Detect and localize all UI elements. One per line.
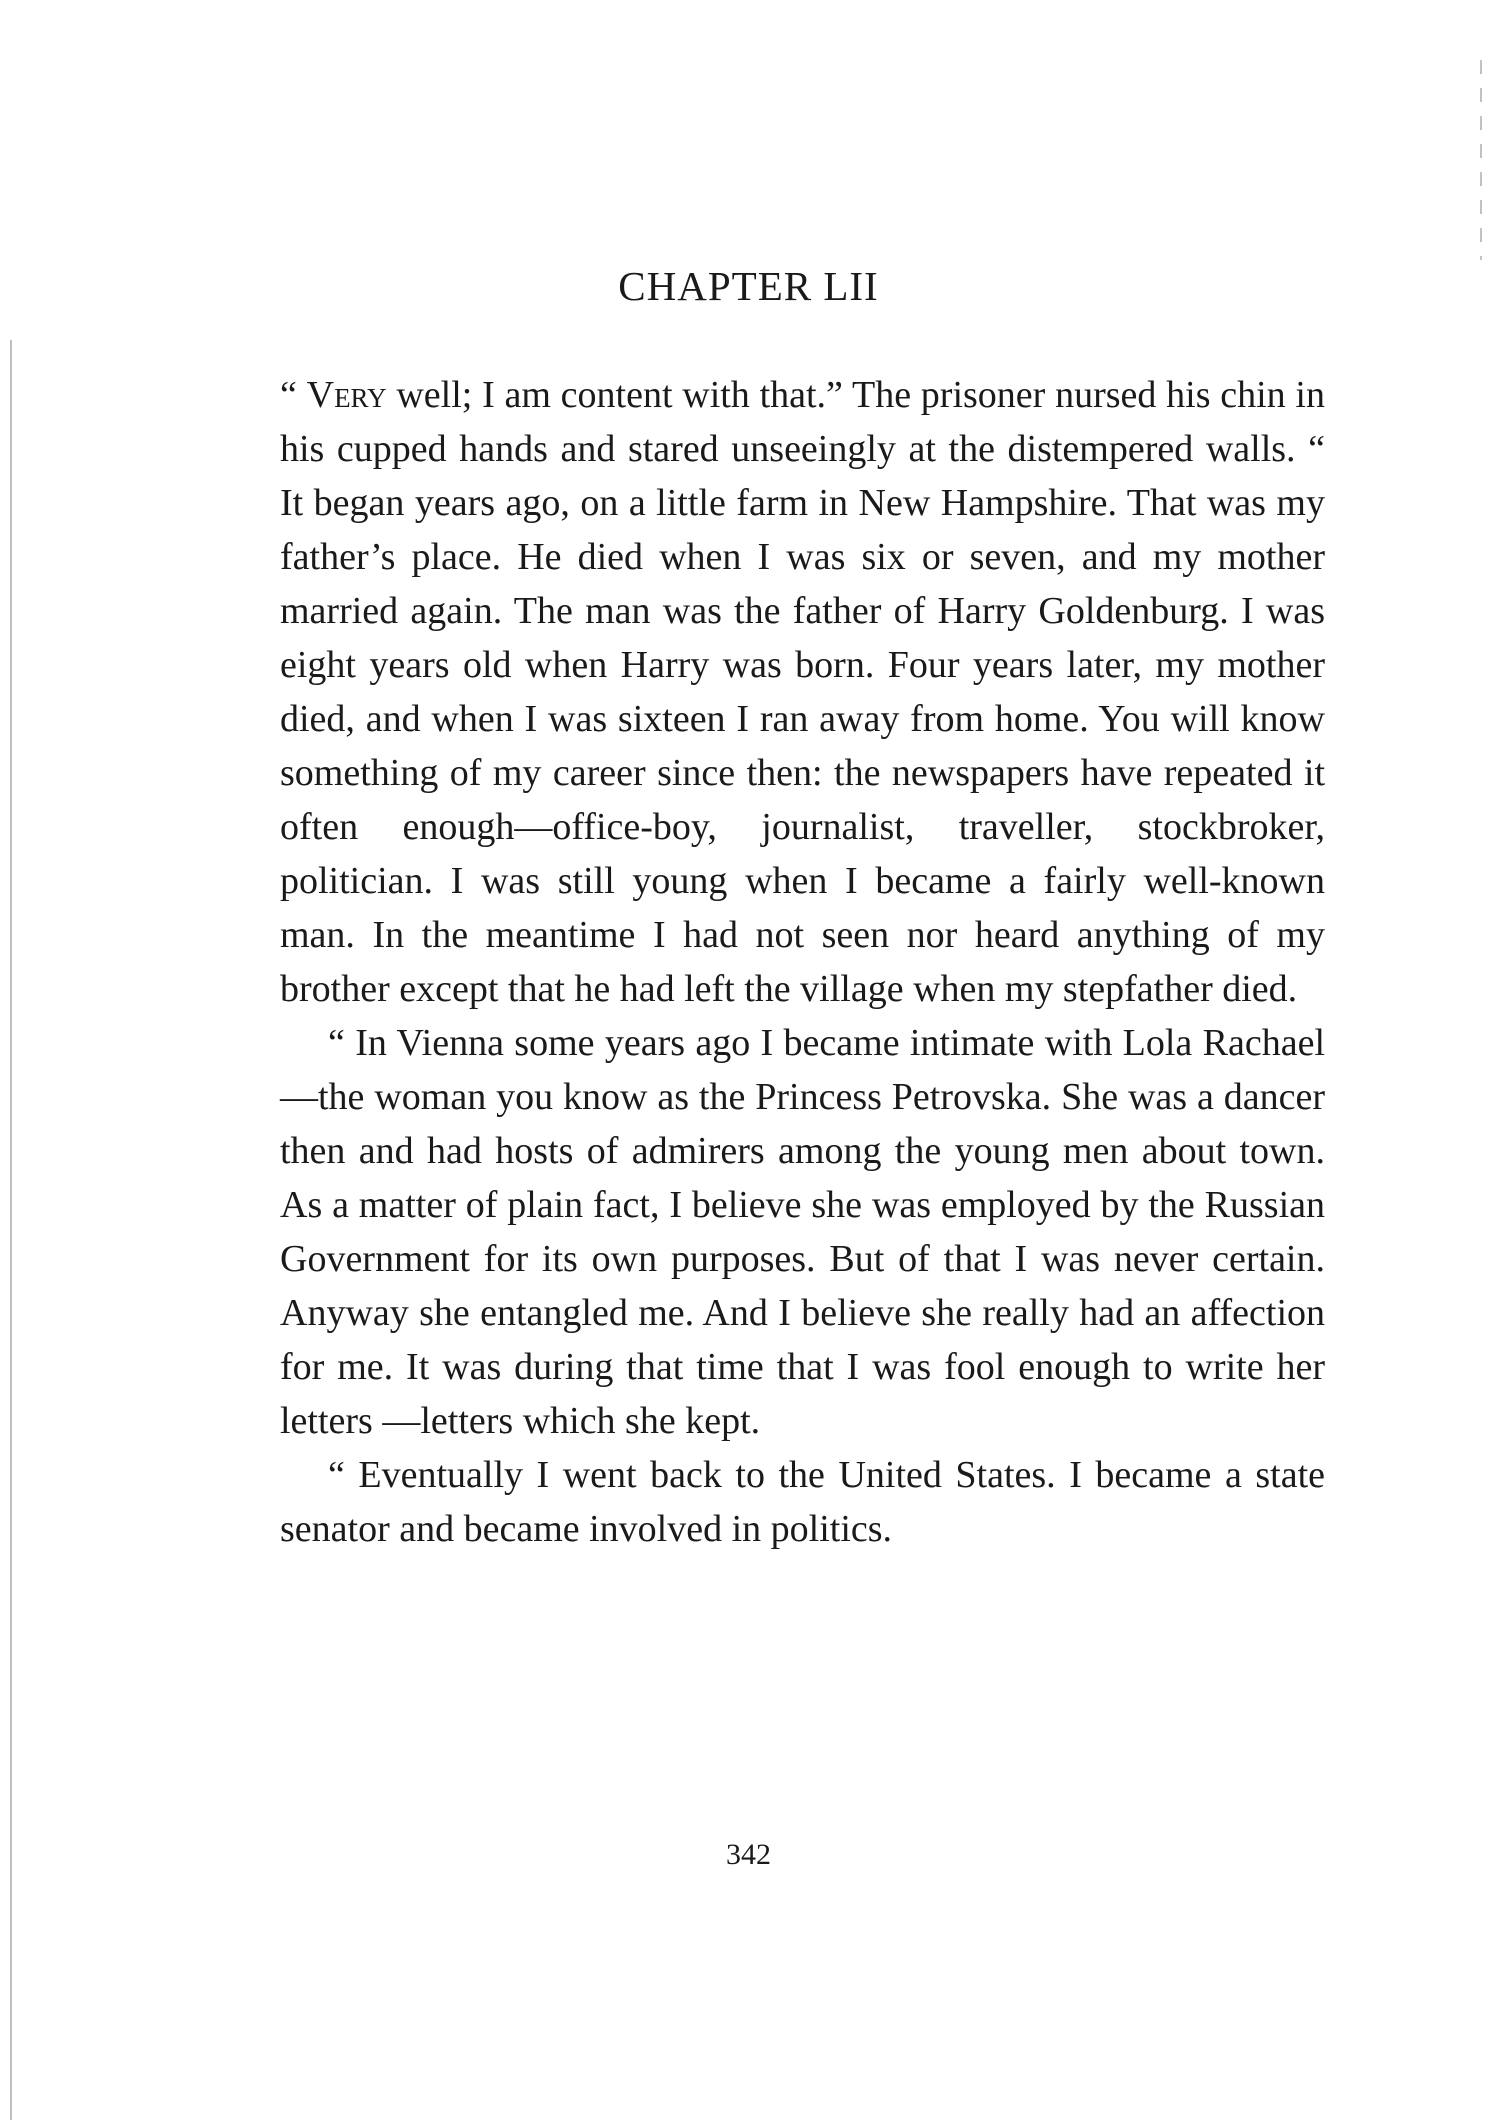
paragraph-2: “ In Vienna some years ago I became intimate with Lola Rachael—the woman you know as the Princess Petrovska. She was a dancer then and had hosts of admirers among the young men about town. As a matter of plain fact, I believe she was employed by the Russian Government for its own purposes. But of that I was never certain. Anyway she entangled me. And I believe she really had an affection for me. It was during that time that I was fool enough to write her letters —letters which she kept. bbox=[280, 1022, 1325, 1442]
body-text bbox=[280, 368, 1325, 1556]
chapter-title: CHAPTER LII bbox=[618, 263, 879, 309]
scan-margin-mark bbox=[1480, 60, 1482, 260]
opening-quote: “ bbox=[280, 374, 307, 416]
page-number: 342 bbox=[726, 1838, 771, 1871]
paragraph-1 bbox=[280, 368, 1325, 1016]
paragraph-3: “ Eventually I went back to the United States. I became a state senator and became involved in politics. bbox=[280, 1454, 1325, 1550]
paragraph-1-text: well; I am content with that.” The prisoner nursed his chin in his cupped hands and stared unseeingly at the distempered walls. “ It began years ago, on a little farm in New Hampshire. That was my father’s place. He died when I was six or seven, and my mother married again. The man was the father of Harry Goldenburg. I was eight years old when Harry was born. Four years later, my mother died, and when I was sixteen I ran away from home. You will know something of my career since then: the newspapers have repeated it often enough—office-boy, journalist, traveller, stockbroker, politician. I was still young when I became a fairly well-known man. In the meantime I had not seen nor heard anything of my brother except that he had left the village when my stepfather died. bbox=[280, 374, 1325, 1010]
small-caps-word: Very bbox=[306, 374, 387, 416]
